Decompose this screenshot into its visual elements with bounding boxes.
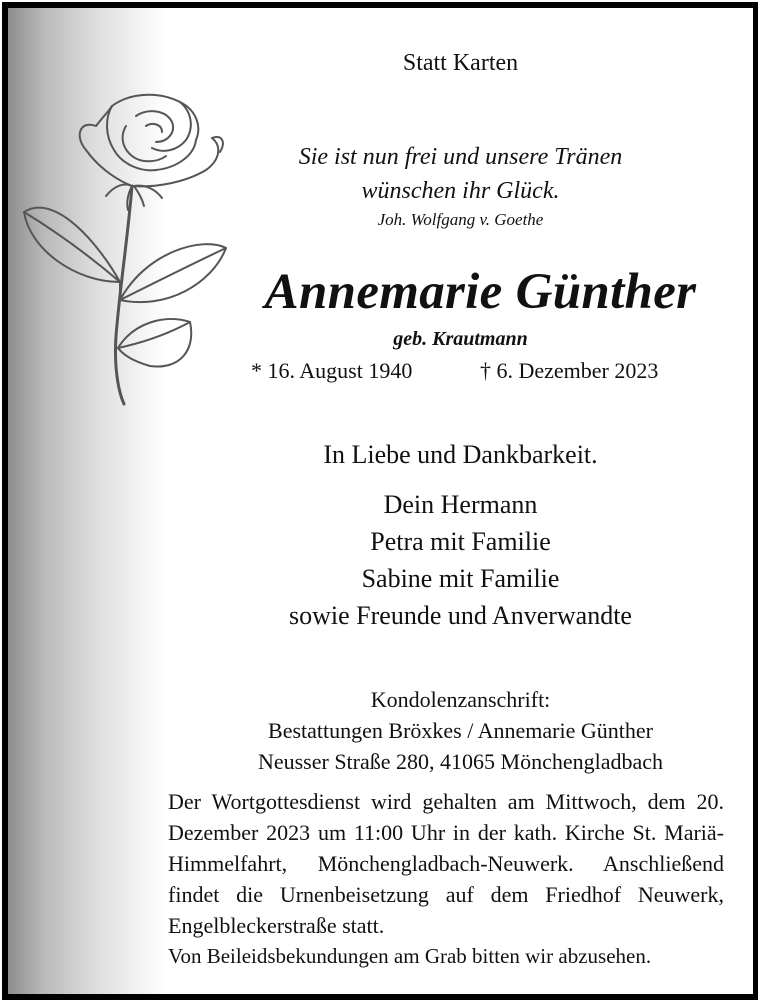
condolence-address-line: Bestattungen Bröxkes / Annemarie Günther [268, 718, 653, 743]
deceased-name: Annemarie Günther [264, 264, 697, 320]
statt-karten-heading: Statt Karten [402, 50, 519, 76]
condolence-address [168, 684, 753, 777]
mourner: Dein Hermann [383, 490, 538, 519]
mourner: sowie Freunde und Anverwandte [289, 601, 632, 630]
quote-line: Sie ist nun frei und unsere Tränen [298, 144, 623, 170]
quote-author: Joh. Wolfgang v. Goethe [377, 210, 544, 229]
rose-icon [16, 86, 236, 406]
maiden-name: geb. Krautmann [393, 328, 528, 350]
dedication: In Liebe und Dankbarkeit. [323, 440, 598, 469]
quote [168, 140, 753, 208]
mourners-list [168, 486, 753, 634]
condolence-label: Kondolenzanschrift: [370, 687, 551, 712]
birth-date: * 16. August 1940 [251, 358, 413, 383]
quote-line: wünschen ihr Glück. [361, 178, 560, 204]
death-date: † 6. Dezember 2023 [480, 358, 659, 383]
condolence-address-line: Neusser Straße 280, 41065 Mönchengladbach [257, 749, 664, 774]
condolence-note: Von Beileidsbekundungen am Grab bitten wir abzusehen. [168, 944, 652, 968]
obituary-notice [2, 2, 758, 1000]
mourner: Sabine mit Familie [361, 564, 560, 593]
service-info: Der Wortgottesdienst wird gehalten am Mittwoch, dem 20. Dezember 2023 um 11:00 Uhr in der kath. Kirche St. Mariä-Himmelfahrt, Mönchengladbach-Neuwerk. Anschließend findet die Urnenbeisetzung auf dem Friedhof Neuwerk, Engelbleckerstraße statt. [168, 789, 724, 938]
mourner: Petra mit Familie [370, 527, 551, 556]
